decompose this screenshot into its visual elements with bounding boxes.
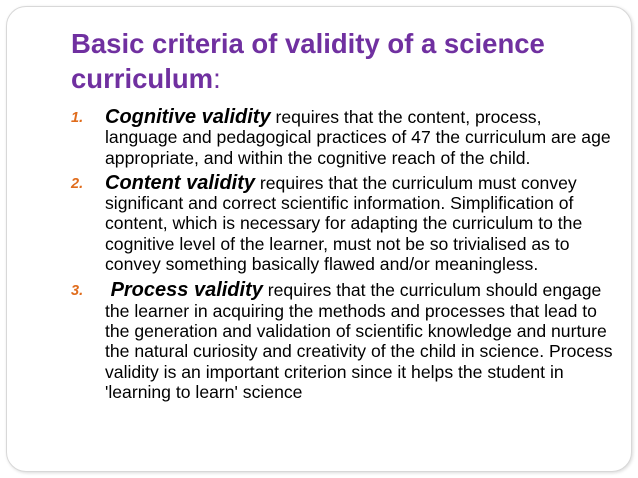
slide-title [71,26,611,96]
item-term: Process validity [110,279,263,302]
criteria-item-content [71,173,616,274]
item-number: 3. [71,283,84,300]
item-text [105,173,616,274]
slide-title-colon: : [213,63,221,94]
item-description: requires that the curriculum must convey significant and correct scientific information. Simplification of content, which is necessary for adapting the curriculum to the cognitive level of the learner, must not be so trivialised as to convey something basically flawed and/or meaningless. [105,172,583,275]
item-number: 2. [71,175,84,192]
item-description: requires that the content, process, language and pedagogical practices of 47 the curriculum are age appropriate, and within the cognitive reach of the child. [105,107,611,168]
criteria-list [71,107,616,407]
item-term: Content validity [105,171,256,194]
item-term: Cognitive validity [105,106,271,128]
item-text [105,280,616,402]
item-number: 1. [71,110,84,126]
criteria-item-process [71,280,616,402]
criteria-item-cognitive [71,107,616,168]
slide-title-text: Basic criteria of validity of a science curriculum [71,28,545,94]
item-description: requires that the curriculum should engage the learner in acquiring the methods and processes that lead to the generation and validation of scientific knowledge and nurture the natural curiosity and creativity of the child in science. Process validity is an important criterion since it helps the student in 'learning to learn' science [105,280,613,402]
item-text [105,107,616,168]
